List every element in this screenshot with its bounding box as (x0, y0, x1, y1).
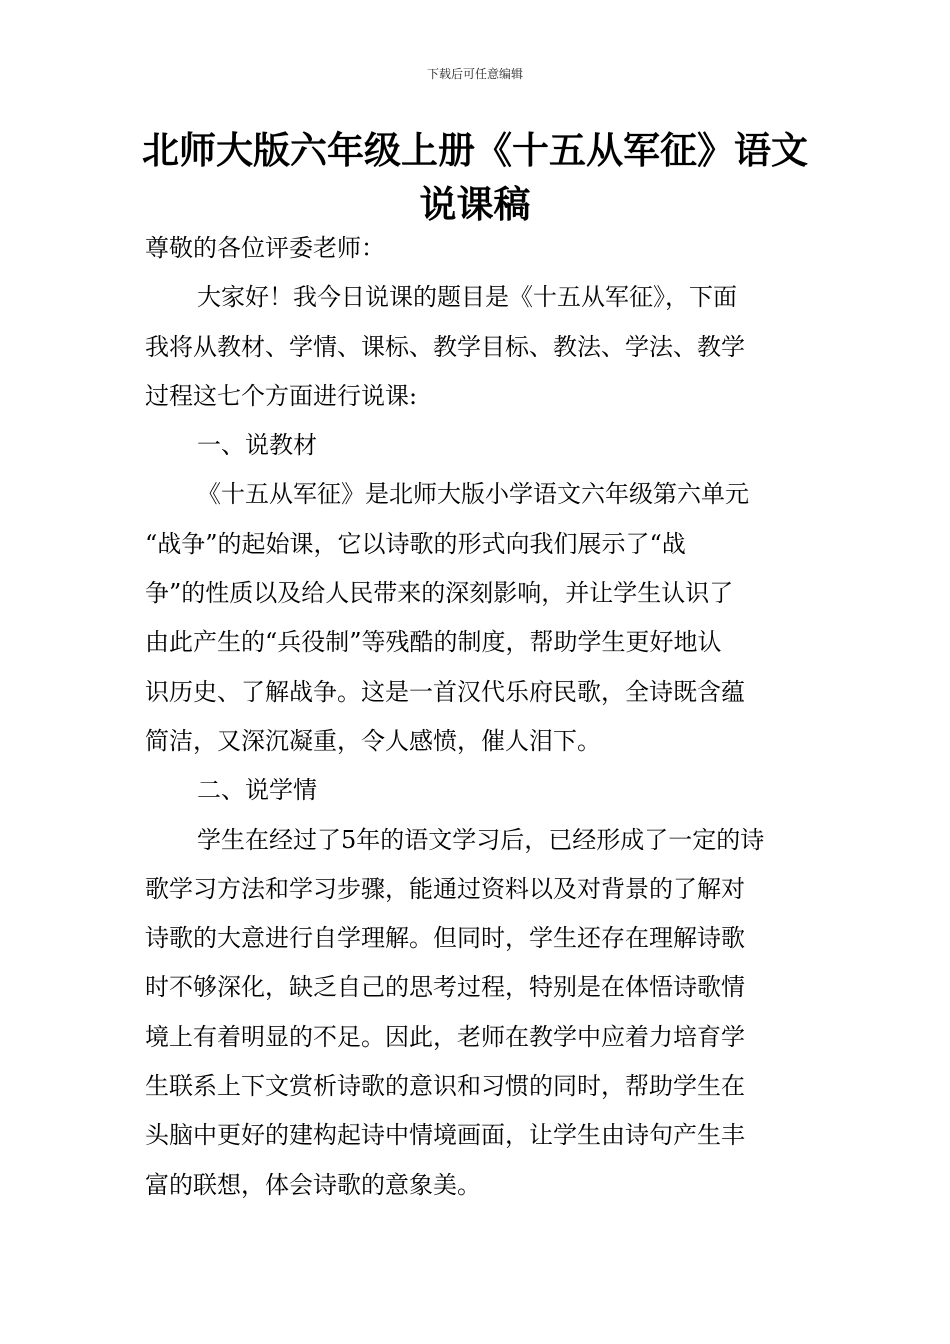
document-body (145, 224, 807, 1210)
paragraph-line: 境上有着明显的不足。因此，老师在教学中应着力培育学 (145, 1022, 745, 1051)
paragraph-line: 争”的性质以及给人民带来的深刻影响，并让学生认识了 (145, 579, 734, 608)
document-title (130, 124, 820, 232)
section-heading: 一、说教材 (197, 431, 317, 460)
paragraph-line: 大家好！我今日说课的题目是《十五从军征》，下面 (197, 283, 737, 312)
paragraph-line: 生联系上下文赏析诗歌的意识和习惯的同时，帮助学生在 (145, 1072, 745, 1101)
paragraph-line: “战争”的起始课，它以诗歌的形式向我们展示了“战 (145, 529, 686, 558)
paragraph-line: 简洁，又深沉凝重，令人感愤，催人泪下。 (145, 726, 601, 755)
section-heading: 二、说学情 (197, 776, 317, 805)
paragraph-line: 我将从教材、学情、课标、教学目标、教法、学法、教学 (145, 332, 745, 361)
paragraph-line: 时不够深化，缺乏自己的思考过程，特别是在体悟诗歌情 (145, 973, 745, 1002)
paragraph-line: 学生在经过了5年的语文学习后，已经形成了一定的诗 (197, 825, 765, 854)
paragraph-line: 识历史、了解战争。这是一首汉代乐府民歌，全诗既含蕴 (145, 677, 745, 706)
header-note: 下载后可任意编辑 (426, 67, 523, 81)
paragraph-line: 由此产生的“兵役制”等残酷的制度，帮助学生更好地认 (145, 628, 722, 657)
title-line-1: 北师大版六年级上册《十五从军征》语文 (142, 129, 808, 172)
salutation: 尊敬的各位评委老师： (145, 234, 385, 262)
paragraph-line: 富的联想，体会诗歌的意象美。 (145, 1170, 481, 1199)
paragraph-line: 头脑中更好的建构起诗中情境画面，让学生由诗句产生丰 (145, 1121, 745, 1150)
title-line-2: 说课稿 (419, 183, 531, 226)
paragraph-line: 《十五从军征》是北师大版小学语文六年级第六单元 (197, 480, 749, 509)
paragraph-line: 歌学习方法和学习步骤，能通过资料以及对背景的了解对 (145, 874, 745, 903)
paragraph-line: 过程这七个方面进行说课: (145, 381, 418, 410)
paragraph-line: 诗歌的大意进行自学理解。但同时，学生还存在理解诗歌 (145, 924, 745, 953)
